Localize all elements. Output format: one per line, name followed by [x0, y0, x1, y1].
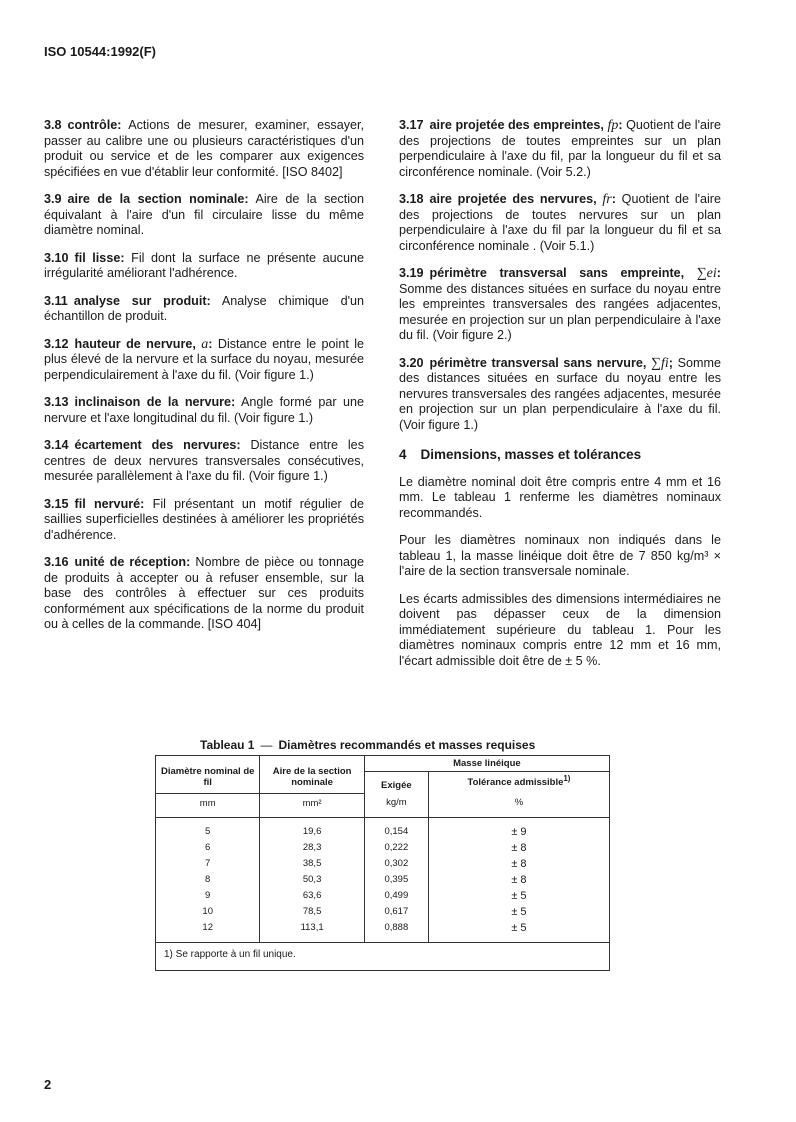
table-cell: 0,888 — [364, 920, 428, 943]
definition-text: Somme des distances situées en surface du noyau entre les nervures transversales des rangées adjacentes, mesurée en projection sur un plan perpendiculaire à l'axe du fil. (Voir figure 1.) — [399, 355, 722, 432]
table-cell: 8 — [156, 872, 260, 888]
table-footnote: 1) Se rapporte à un fil unique. — [156, 942, 610, 970]
definition-3-11 — [44, 294, 364, 325]
definition-text: Quotient de l'aire des projections de toutes empreintes sur un plan perpendiculaire à l'axe du fil, par la longueur du fil et sa circonférence nominale. (Voir 5.2.) — [399, 118, 722, 179]
definition-3-9 — [44, 192, 364, 239]
header-area: Aire de la section nominale — [260, 756, 364, 794]
definition-number: 3.11 — [44, 293, 68, 308]
definition-term: périmètre transversal sans nervure, — [429, 355, 647, 370]
definition-text: Distance entre le point le plus élevé de la nervure et la surface du noyau, mesurée perpendiculairement à l'axe du fil. (Voir figure 1.) — [44, 336, 365, 382]
unit-cell: kg/m — [364, 793, 428, 817]
table-cell: 0,154 — [364, 817, 428, 840]
table-cell: 63,6 — [260, 888, 364, 904]
definition-number: 3.14 — [44, 438, 69, 452]
table-row — [156, 872, 610, 888]
definition-3-10 — [44, 251, 364, 282]
left-column — [44, 118, 364, 645]
header-required: Exigée — [364, 772, 428, 794]
table-cell: 0,617 — [364, 904, 428, 920]
table-caption-title: Diamètres recommandés et masses requises — [278, 738, 536, 752]
definition-symbol: a — [201, 336, 209, 352]
definition-text: Aire de la section équivalant à l'aire d'un fil circulaire lisse du même diamètre nominal. — [44, 192, 365, 237]
table-cell: 78,5 — [260, 904, 364, 920]
definition-number: 3.17 — [399, 118, 424, 132]
table-cell: 50,3 — [260, 872, 364, 888]
table-cell: 0,222 — [364, 840, 428, 856]
header-mass: Masse linéique — [364, 756, 609, 772]
definition-number: 3.15 — [44, 496, 69, 511]
table-caption — [200, 738, 535, 752]
definition-text: Angle formé par une nervure et l'axe longitudinal du fil. (Voir figure 1.) — [44, 395, 364, 425]
definition-3-13 — [44, 395, 364, 426]
table-cell: 0,395 — [364, 872, 428, 888]
section-title: Dimensions, masses et tolérances — [420, 447, 642, 462]
definition-3-17 — [399, 118, 721, 180]
table-cell: ± 8 — [428, 872, 609, 888]
definition-number: 3.12 — [44, 336, 69, 351]
definition-text: Somme des distances situées en surface du noyau entre les empreintes transversales des rangées adjacentes, mesurée en projection sur un plan perpendiculaire à l'axe du fil. (Voir figure 2.) — [399, 281, 721, 342]
table-row — [156, 920, 610, 943]
definition-text: Analyse chimique d'un échantillon de produit. — [44, 293, 364, 323]
definition-number: 3.8 — [44, 118, 62, 132]
table-cell: ± 8 — [428, 856, 609, 872]
definition-text: Distance entre les centres de deux nervures transversales consécutives, mesurée parallèlement à l'axe du fil. (Voir figure 1.) — [44, 438, 364, 483]
header-tolerance-label: Tolérance admissible — [467, 777, 564, 789]
table-cell: 28,3 — [260, 840, 364, 856]
definition-term: analyse sur produit: — [73, 293, 211, 308]
definition-term: contrôle: — [67, 118, 122, 132]
definition-term: périmètre transversal sans empreinte, — [429, 266, 685, 280]
definition-term-suffix: : — [208, 336, 213, 351]
section-4-paragraph-1: Le diamètre nominal doit être compris entre 4 mm et 16 mm. Le tableau 1 renferme les diamètres nominaux recommandés. — [399, 474, 721, 520]
definition-symbol: ∑ei — [696, 266, 717, 281]
table-cell: ± 5 — [428, 920, 609, 943]
definition-text: Fil dont la surface ne présente aucune irrégularité améliorant l'adhérence. — [44, 250, 364, 280]
unit-cell: mm — [156, 793, 260, 817]
definition-3-16 — [44, 555, 364, 633]
definition-text: Fil présentant un motif régulier de saillies superficielles destinées à améliorer les propriétés d'adhérence. — [44, 496, 364, 542]
definition-term: écartement des nervures: — [74, 438, 241, 452]
definition-term-suffix: ; — [668, 355, 673, 370]
definition-number: 3.13 — [44, 395, 69, 409]
definition-3-8 — [44, 118, 364, 180]
table-cell: ± 5 — [428, 904, 609, 920]
diameters-table — [155, 755, 610, 971]
definition-term: hauteur de nervure, — [74, 336, 196, 351]
definition-number: 3.18 — [399, 192, 424, 206]
definition-number: 3.16 — [44, 555, 69, 569]
section-4-paragraph-2: Pour les diamètres nominaux non indiqués dans le tableau 1, la masse linéique doit être de 7 850 kg/m³ × l'aire de la section transversale nominale. — [399, 533, 721, 578]
definition-3-18 — [399, 192, 721, 254]
section-number: 4 — [399, 447, 407, 462]
definition-term-suffix: : — [618, 118, 623, 132]
definition-3-12 — [44, 337, 364, 384]
unit-cell: mm² — [260, 793, 364, 817]
definition-term-suffix: : — [716, 266, 721, 280]
section-4-paragraph-3: Les écarts admissibles des dimensions intermédiaires ne doivent pas dépasser ceux de la dimension immédiatement supérieure du tableau 1. Pour les diamètres nominaux compris entre 12 mm et 16 mm, l'écart admissible doit être de ± 5 %. — [399, 591, 721, 668]
definition-term: fil nervuré: — [74, 496, 145, 511]
table-row — [156, 856, 610, 872]
definition-symbol: fr — [602, 192, 612, 207]
table-cell: ± 8 — [428, 840, 609, 856]
header-tolerance — [428, 772, 609, 794]
table-cell: 5 — [156, 817, 260, 840]
table-row — [156, 840, 610, 856]
table-cell: 7 — [156, 856, 260, 872]
definition-term: aire projetée des empreintes, — [429, 118, 604, 132]
definition-text: Actions de mesurer, examiner, essayer, passer au calibre une ou plusieurs caractéristiques d'un produit ou service et de les comparer aux exigences spécifiées en vue d'établir leur conformité. [ISO 8402] — [44, 118, 364, 179]
definition-3-14 — [44, 438, 364, 485]
definition-number: 3.19 — [399, 266, 424, 280]
header-diameter: Diamètre nominal de fil — [156, 756, 260, 794]
table-cell: 0,499 — [364, 888, 428, 904]
table-cell: 12 — [156, 920, 260, 943]
section-4-heading — [399, 447, 721, 463]
definition-text: Quotient de l'aire des projections de toutes nervures sur un plan perpendiculaire à l'axe du fil par la longueur du fil et sa circonférence nominale . (Voir 5.1.) — [399, 192, 722, 253]
table-cell: ± 9 — [428, 817, 609, 840]
table-row — [156, 904, 610, 920]
table-cell: ± 5 — [428, 888, 609, 904]
table-caption-dash: — — [260, 738, 273, 752]
table-row — [156, 817, 610, 840]
definition-symbol: fp — [607, 118, 619, 133]
page-number: 2 — [44, 1077, 52, 1092]
table-footnote-row — [156, 942, 610, 970]
table-cell: 113,1 — [260, 920, 364, 943]
table-cell: 9 — [156, 888, 260, 904]
definition-3-20 — [399, 356, 721, 434]
document-header: ISO 10544:1992(F) — [44, 44, 157, 59]
definition-number: 3.10 — [44, 250, 69, 265]
definition-number: 3.20 — [399, 355, 424, 370]
definition-term: unité de réception: — [74, 555, 191, 569]
definition-term: aire de la section nominale: — [67, 192, 249, 206]
table-cell: 0,302 — [364, 856, 428, 872]
definition-term: aire projetée des nervures, — [429, 192, 597, 206]
definition-term-suffix: : — [611, 192, 616, 206]
table-caption-label: Tableau 1 — [200, 738, 255, 752]
unit-cell: % — [428, 793, 609, 817]
table-cell: 19,6 — [260, 817, 364, 840]
definition-term: inclinaison de la nervure: — [74, 395, 236, 409]
definition-3-15 — [44, 497, 364, 544]
definition-number: 3.9 — [44, 192, 62, 206]
footnote-marker: 1) — [563, 774, 571, 783]
table-cell: 10 — [156, 904, 260, 920]
definition-term: fil lisse: — [74, 250, 125, 265]
table-row — [156, 888, 610, 904]
table-cell: 38,5 — [260, 856, 364, 872]
table-cell: 6 — [156, 840, 260, 856]
units-row — [156, 793, 610, 817]
right-column — [399, 118, 721, 681]
definition-symbol: ∑fi — [651, 355, 669, 371]
definition-3-19 — [399, 266, 721, 344]
definition-text: Nombre de pièce ou tonnage de produits à accepter ou à refuser ensemble, sur la base des contrôles à effectuer sur ces produits conformément aux spécifications de la norme du produit ou à celles de la commande. [ISO 404] — [44, 555, 365, 631]
